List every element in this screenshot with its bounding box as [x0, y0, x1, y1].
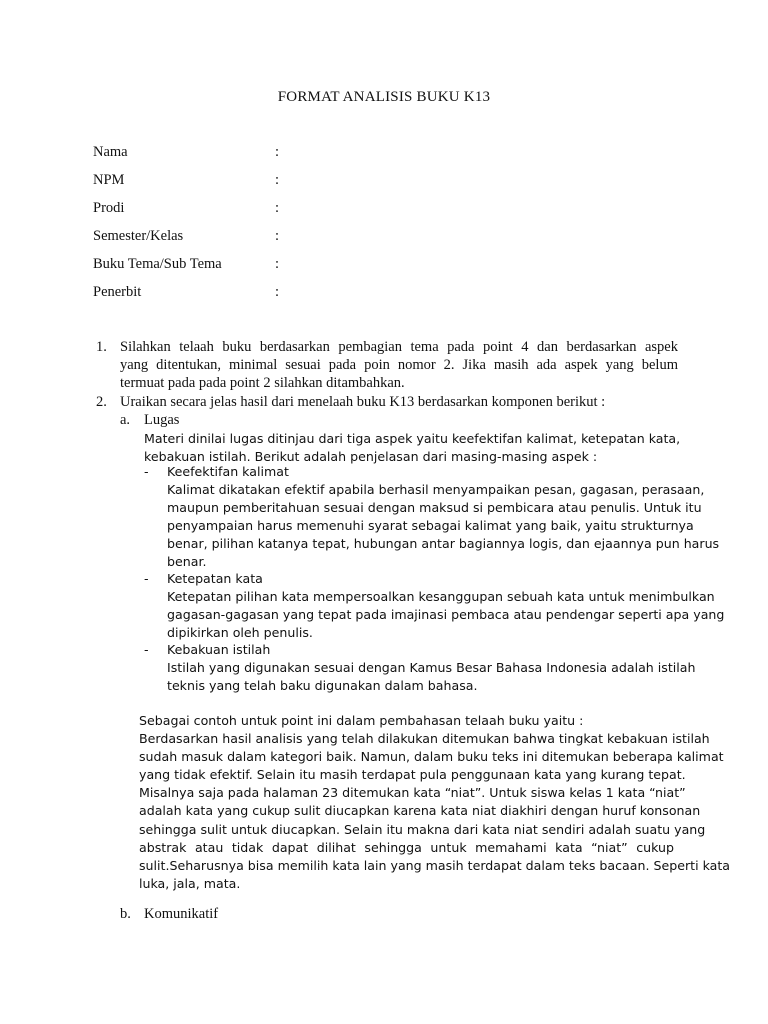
aspect-title: Ketepatan kata [167, 571, 263, 586]
text-line: yang ditentukan, minimal sesuai pada poin nomor 2. Jika masih ada aspek yang belum [120, 357, 678, 373]
list-dash: - [144, 642, 149, 657]
list-number: 1. [96, 339, 107, 355]
text-line: Uraikan secara jelas hasil dari menelaah buku K13 berdasarkan komponen berikut : [120, 394, 606, 410]
section-b-heading [120, 905, 218, 923]
list-letter: a. [120, 412, 131, 428]
list-dash: - [144, 464, 149, 479]
text-line: Ketepatan pilihan kata mempersoalkan kesanggupan sebuah kata untuk menimbulkan [167, 589, 715, 604]
form-label: Penerbit [93, 284, 142, 300]
form-colon: : [275, 284, 280, 300]
text-line: Kalimat dikatakan efektif apabila berhasil menyampaikan pesan, gagasan, perasaan, [167, 482, 705, 497]
example-heading: Sebagai contoh untuk point ini dalam pembahasan telaah buku yaitu : [139, 713, 584, 728]
list-dash: - [144, 571, 149, 586]
section-title: Lugas [144, 412, 180, 428]
form-label: NPM [93, 172, 125, 188]
form-colon: : [275, 228, 280, 244]
aspect-title: Keefektifan kalimat [167, 464, 289, 479]
text-line: termuat pada pada point 2 silahkan ditambahkan. [120, 375, 405, 391]
text-line: benar, pilihan katanya tepat, hubungan antar bagiannya logis, dan ejaannya pun harus [167, 536, 720, 552]
text-line: adalah kata yang cukup sulit diucapkan karena kata niat diakhiri dengan huruf konsonan [139, 803, 701, 819]
text-line: sudah masuk dalam kategori baik. Namun, dalam buku teks ini ditemukan beberapa kalimat [139, 749, 724, 765]
form-label: Semester/Kelas [93, 228, 184, 244]
text-line: sehingga sulit untuk diucapkan. Selain itu makna dari kata niat sendiri adalah suatu yang [139, 821, 706, 837]
text-line: gagasan-gagasan yang tepat pada imajinasi pembaca atau pendengar seperti apa yang [167, 607, 725, 623]
section-title: Komunikatif [144, 906, 219, 922]
text-line: Istilah yang digunakan sesuai dengan Kamus Besar Bahasa Indonesia adalah istilah [167, 660, 696, 675]
section-a-heading [120, 411, 179, 429]
aspect-body [167, 588, 725, 642]
text-line: dipikirkan oleh penulis. [167, 625, 313, 641]
form-colon: : [275, 144, 280, 160]
text-line: yang tidak efektif. Selain itu masih terdapat pula penggunaan kata yang kurang tepat. [139, 767, 686, 783]
aspect-body [167, 659, 696, 695]
text-line: luka, jala, mata. [139, 875, 241, 891]
text-line: Materi dinilai lugas ditinjau dari tiga aspek yaitu keefektifan kalimat, ketepatan kata, [144, 431, 681, 446]
text-line: teknis yang telah baku digunakan dalam bahasa. [167, 678, 478, 694]
form-colon: : [275, 256, 280, 272]
aspect-body [167, 481, 720, 571]
text-line: Berdasarkan hasil analisis yang telah dilakukan ditemukan bahwa tingkat kebakuan istilah [139, 731, 710, 747]
form-colon: : [275, 172, 280, 188]
text-line: kebakuan istilah. Berikut adalah penjelasan dari masing-masing aspek : [144, 449, 598, 465]
list-letter: b. [120, 906, 131, 922]
instruction-item-2 [96, 393, 678, 411]
section-a-intro [144, 430, 681, 466]
form-label: Prodi [93, 200, 125, 216]
example-block [139, 712, 731, 893]
instruction-item-1 [96, 338, 678, 392]
text-line: penyampaian harus memenuhi syarat sebagai kalimat yang baik, yaitu strukturnya [167, 518, 694, 534]
text-line: sulit.Seharusnya bisa memilih kata lain yang masih terdapat dalam teks bacaan. Seperti kata [139, 857, 731, 873]
form-colon: : [275, 200, 280, 216]
text-line: maupun pemberitahuan sesuai dengan maksud si pembicara atau penulis. Untuk itu [167, 500, 702, 516]
text-line: abstrak atau tidak dapat dilihat sehingga untuk memahami kata “niat” cukup [139, 839, 674, 855]
text-line: Silahkan telaah buku berdasarkan pembagian tema pada point 4 dan berdasarkan aspek [120, 339, 678, 355]
form-label: Buku Tema/Sub Tema [93, 256, 222, 272]
text-line: benar. [167, 554, 207, 570]
list-number: 2. [96, 394, 107, 410]
text-line: Misalnya saja pada halaman 23 ditemukan kata “niat”. Untuk siswa kelas 1 kata “niat” [139, 785, 686, 801]
form-label: Nama [93, 144, 128, 160]
aspect-title: Kebakuan istilah [167, 642, 271, 657]
document-title: FORMAT ANALISIS BUKU K13 [277, 89, 491, 105]
